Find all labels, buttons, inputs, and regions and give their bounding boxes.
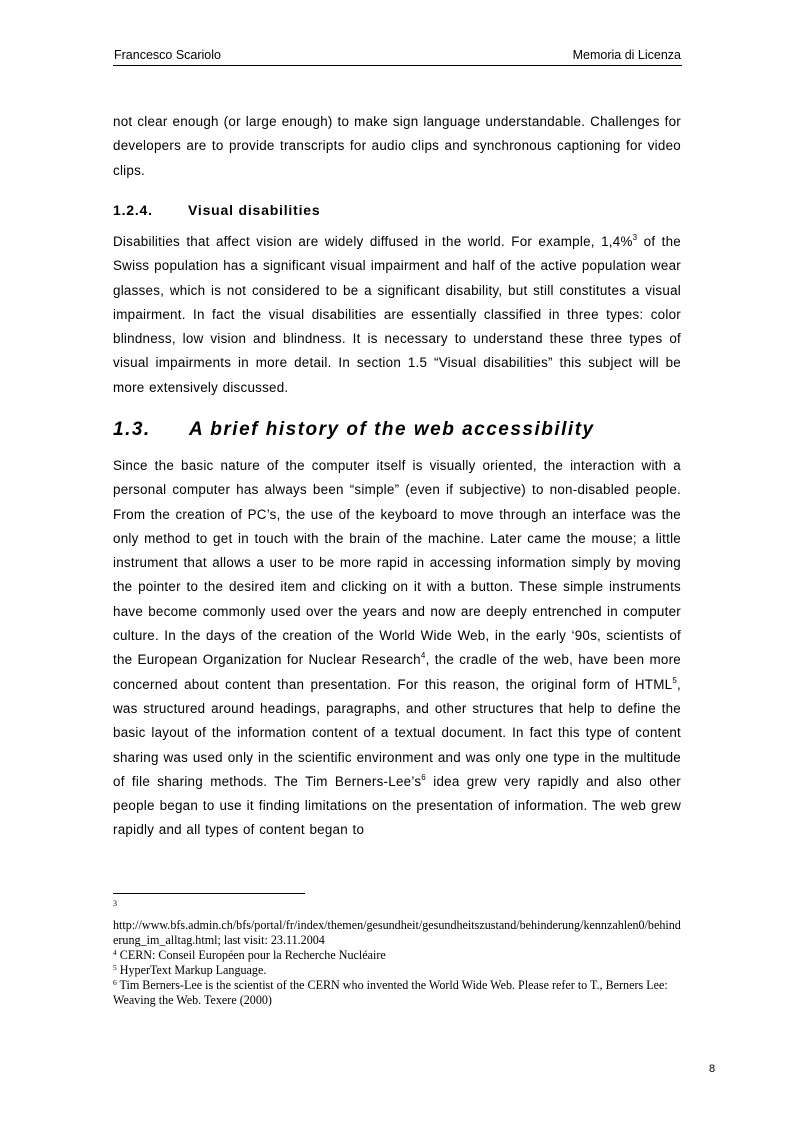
section-heading-1-2-4 — [113, 202, 320, 218]
footnote-ref-3[interactable]: 3 — [632, 233, 638, 242]
footnote-6: $^6$ Tim Berners-Lee is the scientist of the CERN who invented the World Wide Web. Please refer to T., Berners Lee: Weaving the Web. Texere (2000) — [113, 978, 668, 1008]
page-number: 8 — [709, 1063, 716, 1075]
paragraph-visual-disabilities: Disabilities that affect vision are widely diffused in the world. For example, 1,4%$^3$ of the Swiss population has a significant visual impairment and half of the active population wear glasses, which is not considered to be a significant disability, but still constitutes a visual impairment. In fact the visual disabilities are essentially classified in three types: color blindness, low vision and blindness. It is necessary to understand these three types of visual impairments in more detail. In section 1.5 “Visual disabilities” this subject will be more extensively discussed. — [113, 233, 681, 395]
footnote-ref-6[interactable]: 6 — [421, 772, 426, 782]
section-number: 1.2.4. — [113, 202, 153, 218]
section-title: A brief history of the web accessibility — [189, 419, 595, 440]
section-heading-1-3 — [113, 419, 595, 441]
section-title: Visual disabilities — [188, 202, 321, 218]
section-number: 1.3. — [113, 419, 151, 440]
footnote-5: $^5$ HyperText Markup Language. — [113, 963, 267, 977]
footnote-divider — [113, 893, 305, 894]
paragraph-hearing-end: not clear enough (or large enough) to make sign language understandable. Challenges for developers are to provide transcripts for audio clips and synchronous captioning for video clips. — [113, 114, 681, 178]
footnote-ref-5[interactable]: 5 — [672, 675, 678, 685]
footnote-3-link[interactable]: http://www.bfs.admin.ch/bfs/portal/fr/index/themen/gesundheit/gesundheitszustand/behinderung/kennzahlen0/behinderung_im_alltag.html; last visit: 23.11.2004 — [113, 918, 681, 948]
footnote-3-number: 3 — [113, 899, 117, 908]
page-header — [113, 47, 682, 66]
paragraph-web-history: Since the basic nature of the computer itself is visually oriented, the interaction with a personal computer has always been “simple” (even if subjective) to non-disabled people. From the creation of PC’s, the use of the keyboard to move through an interface was the only method to get in touch with the brain of the machine. Later came the mouse; a little instrument that allows a user to be more rapid in accessing information simply by moving the pointer to the desired item and clicking on it with a button. These simple instruments have become commonly used over the years and now are deeply entrenched in computer culture. In the days of the creation of the World Wide Web, in the early ‘90s, scientists of the European Organization for Nuclear Research$^4$, the cradle of the web, have been more concerned about content than presentation. For this reason, the original form of HTML$^5$, was structured around headings, paragraphs, and other structures that help to define the basic layout of the information content of a textual document. In fact this type of content sharing was used only in the scientific environment and was only one type in the multitude of file sharing methods. The Tim Berners-$Lee’s^6$ idea grew very rapidly and also other people began to use it finding limitations on the presentation of information. The web grew rapidly and all types of content began to — [113, 458, 681, 838]
header-title: Memoria di Licenza — [572, 48, 681, 62]
footnote-4: $^4$ CERN: Conseil Européen pour la Recherche Nucléaire — [113, 948, 386, 962]
footnote-ref-4[interactable]: 4 — [420, 651, 426, 661]
header-author: Francesco Scariolo — [114, 48, 221, 62]
footnote-3 — [113, 918, 683, 949]
